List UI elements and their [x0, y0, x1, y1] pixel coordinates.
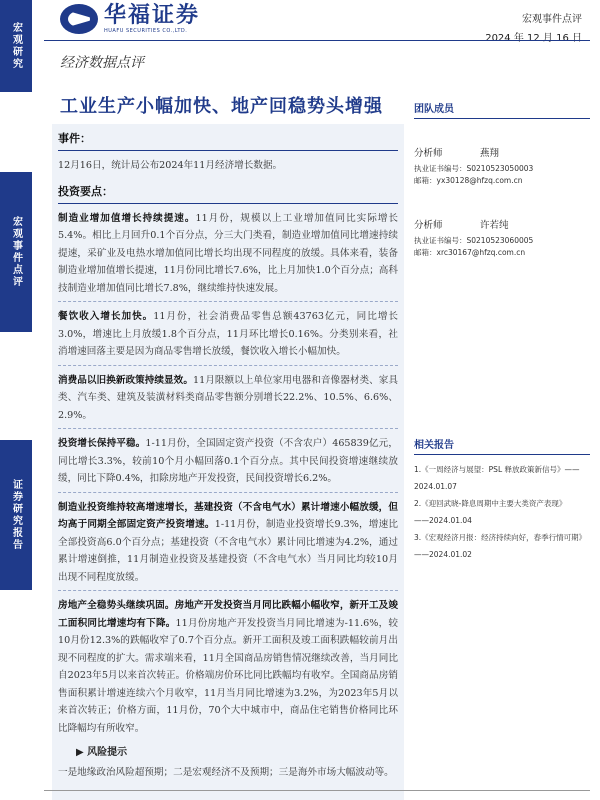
- sidebar-band-macro-event: 宏观事件点评: [0, 172, 32, 332]
- analyst-email[interactable]: yx30128@hfzq.com.cn: [436, 176, 523, 185]
- sidebar-band-macro-research: 宏观研究: [0, 0, 32, 92]
- point-text: 11月份房地产开发投资当月同比增速为-11.6%，较10月份12.3%的跌幅收窄了0.7个百分点。新开工面积及竣工面积跌幅较前月出现不同程度的扩大。需求端来看，11月全国商品房销售情况继续改善，当月同比自2023年5月以来首次转正。价格端房价环比同比跌幅均有收窄。全国商品房销售面积累计增速连续六个月收窄，11月当月同比增速为3.2%，为2023年5月以来首次转正；价格方面，11月份，70个大中城市中，商品住宅销售价格同比环比降幅均有所收窄。: [58, 617, 398, 734]
- report-date: 2024 年 12 月 16 日: [485, 33, 582, 44]
- report-category: 经济数据点评: [60, 55, 144, 71]
- related-divider: [414, 454, 590, 455]
- team-section: [414, 100, 590, 259]
- point-text: 1-11月份，全国固定资产投资（不含农户）465839亿元，同比增长3.3%，较前10个月小幅回落0.1个百分点。其中民间投资增速继续放缓，同比下降0.4%，扣除房地产开发投资，民间投资增长6.2%。: [58, 438, 398, 484]
- page-title: 工业生产小幅加快、地产回稳势头增强: [60, 96, 383, 117]
- risk-label: ▶ 风险提示: [76, 747, 128, 758]
- analyst-cert: S0210523060005: [466, 236, 534, 245]
- analyst-name: 燕翔: [480, 148, 500, 159]
- analyst-role: 分析师: [414, 220, 443, 231]
- related-report-item[interactable]: 3.《宏观经济月报：经济持续向好，春季行情可期》 ——2024.01.02: [414, 533, 587, 559]
- header-meta: [485, 10, 582, 44]
- footer-divider: [44, 790, 590, 791]
- point-bold: 投资增长保持平稳。: [58, 438, 146, 449]
- event-text: 12月16日，统计局公布2024年11月经济增长数据。: [58, 160, 283, 171]
- logo-text-cn: 华福证券: [104, 3, 201, 28]
- analyst-card: 分析师 许若纯 执业证书编号：S0210523060005 邮箱：xrc30167@hfzq.com.cn: [414, 217, 590, 259]
- point-paragraph: [58, 597, 398, 737]
- point-bold: 餐饮收入增长加快。: [58, 311, 154, 322]
- point-paragraph: [58, 308, 398, 361]
- point-bold: 消费品以旧换新政策持续显效。: [58, 374, 193, 386]
- point-text: 1-11月份，制造业投资增长9.3%，增速比全部投资高6.0个百分点；基建投资（不含电气水）累计同比增速为4.2%，通过累计增速倒推，11月制造业投资及基建投资（不含电气水）当月同比均较10月出现不同程度放缓。: [58, 519, 398, 583]
- related-report-item[interactable]: 2.《迎回武晓-降息周期中主要大类资产表现》 ——2024.01.04: [414, 499, 567, 525]
- logo-text-en: HUAFU SECURITIES CO.,LTD.: [104, 28, 188, 34]
- event-label: 事件：: [58, 132, 91, 145]
- point-paragraph: [58, 435, 398, 488]
- point-bold: 制造业增加值增长持续提速。: [58, 212, 196, 224]
- point-text: 11月份，规模以上工业增加值同比实际增长5.4%。相比上月回升0.1个百分点，分三大门类看，制造业增加值同比增速持续提速，采矿业及电热水增加值同比增长均出现不同程度的放缓。具体来看，装备制造业增加值增长提速，11月份同比增长7.6%，比上月加快1.0个百分点；高科技制造业增加值同比增长7.8%，继续维持快速发展。: [58, 212, 399, 294]
- point-bold: 房地产全稳势头继续巩固。房地产开发投资当月同比跌幅小幅收窄，新开工及竣工面积同比增速均有下降。: [58, 600, 398, 629]
- related-label: 相关报告: [414, 440, 454, 451]
- points-divider: [58, 203, 398, 204]
- sidebar-band-securities-report: 证券研究报告: [0, 440, 32, 590]
- analyst-card: 分析师 燕翔 执业证书编号：S0210523050003 邮箱：yx30128@hfzq.com.cn: [414, 145, 590, 187]
- point-paragraph: [58, 372, 398, 425]
- point-paragraph: [58, 499, 398, 587]
- header-divider: [44, 40, 590, 41]
- point-text: 11月份，社会消费品零售总额43763亿元，同比增长3.0%，增速比上月放缓1.8个百分点，11月环比增长0.16%。分类别来看，社消增速回落主要是因为商品零售增长放缓，餐饮收入增长小幅加快。: [58, 311, 398, 357]
- logo-icon: [60, 4, 98, 34]
- analyst-name: 许若纯: [480, 220, 509, 231]
- team-divider: [414, 118, 590, 119]
- triangle-icon: ▶: [76, 747, 88, 758]
- analyst-cert: S0210523050003: [466, 164, 534, 173]
- risk-text: 一是地缘政治风险超预期；二是宏观经济不及预期；三是海外市场大幅波动等。: [58, 767, 394, 778]
- points-label: 投资要点：: [58, 184, 113, 198]
- point-text: 11月限额以上单位家用电器和音像器材类、家具类、汽车类、建筑及装潢材料类商品零售额分别增长22.2%、10.5%、6.6%、2.9%。: [58, 374, 398, 421]
- main-content: [52, 124, 404, 800]
- analyst-email[interactable]: xrc30167@hfzq.com.cn: [436, 248, 526, 257]
- related-reports-section: [414, 436, 590, 563]
- team-label: 团队成员: [414, 104, 454, 115]
- related-report-item[interactable]: 1.《一周经济与展望：PSL 释放政策新信号》—— 2024.01.07: [414, 465, 580, 491]
- point-bold: 制造业投资维持较高增速增长，基建投资（不含电气水）累计增速小幅放缓，但均高于同期全部固定资产投资增速。: [58, 501, 398, 530]
- event-divider: [58, 150, 398, 151]
- report-type: 宏观事件点评: [522, 14, 582, 25]
- company-logo: [60, 4, 200, 34]
- point-paragraph: [58, 210, 398, 298]
- analyst-role: 分析师: [414, 148, 443, 159]
